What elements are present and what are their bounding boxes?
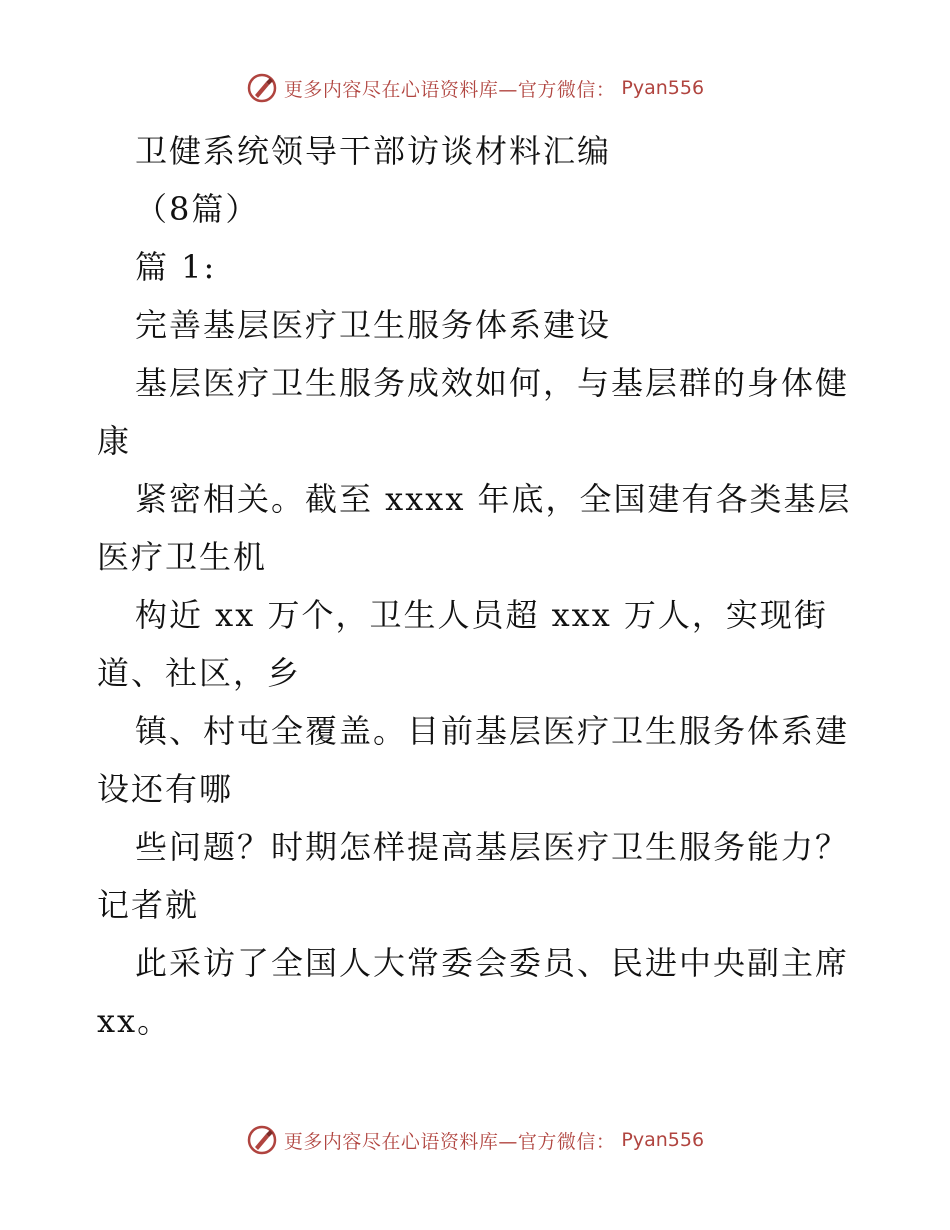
header-watermark bbox=[0, 72, 950, 104]
paragraph-line: 些问题？时期怎样提高基层医疗卫生服务能力？ bbox=[135, 828, 850, 866]
watermark-text: 更多内容尽在心语资料库—官方微信： bbox=[283, 1130, 616, 1153]
document-body bbox=[97, 122, 857, 1050]
paragraph-line: 构近 xx 万个，卫生人员超 xxx 万人，实现街 bbox=[135, 596, 828, 634]
pen-in-circle-icon bbox=[246, 72, 278, 104]
document-title: 卫健系统领导干部访谈材料汇编 bbox=[135, 132, 612, 170]
article-title: 完善基层医疗卫生服务体系建设 bbox=[135, 306, 612, 344]
paragraph-line: 设还有哪 bbox=[97, 770, 234, 808]
paragraph-line: 紧密相关。截至 xxxx 年底，全国建有各类基层 bbox=[135, 480, 852, 518]
watermark-account: Pyan556 bbox=[621, 1129, 705, 1151]
paragraph-line: 康 bbox=[97, 422, 132, 460]
paragraph-line: 基层医疗卫生服务成效如何，与基层群的身体健 bbox=[135, 364, 850, 402]
paragraph-line: xx。 bbox=[97, 1002, 172, 1040]
paragraph-line: 道、社区，乡 bbox=[97, 654, 302, 692]
footer-watermark bbox=[0, 1124, 950, 1156]
paragraph-line: 医疗卫生机 bbox=[97, 538, 268, 576]
paragraph-line: 镇、村屯全覆盖。目前基层医疗卫生服务体系建 bbox=[135, 712, 850, 750]
paragraph-line: 记者就 bbox=[97, 886, 200, 924]
section-heading: 篇 1: bbox=[135, 248, 217, 286]
watermark-account: Pyan556 bbox=[621, 77, 705, 99]
watermark-text: 更多内容尽在心语资料库—官方微信： bbox=[283, 78, 616, 101]
pen-in-circle-icon bbox=[246, 1124, 278, 1156]
document-subtitle: （8篇） bbox=[135, 190, 260, 228]
paragraph-line: 此采访了全国人大常委会委员、民进中央副主席 bbox=[135, 944, 850, 982]
